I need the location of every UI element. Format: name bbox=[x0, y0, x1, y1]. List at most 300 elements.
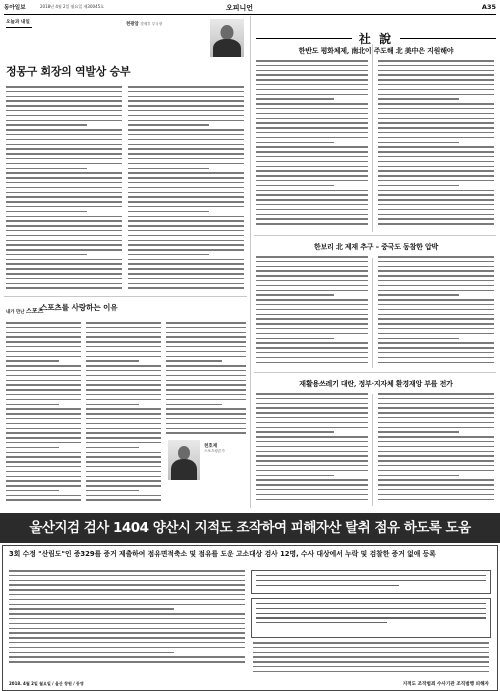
text-line bbox=[6, 206, 122, 208]
editorial-title: 한반도 평화체제, 南北이 주도해 北 美中은 지원해야 bbox=[298, 46, 454, 55]
text-line bbox=[378, 314, 494, 316]
editorial-body bbox=[256, 256, 368, 368]
text-line bbox=[256, 127, 368, 129]
text-line bbox=[166, 413, 246, 415]
text-line bbox=[256, 84, 368, 86]
text-line bbox=[256, 285, 368, 287]
text-line bbox=[86, 394, 161, 396]
text-line bbox=[256, 209, 368, 211]
column-body bbox=[6, 86, 122, 293]
text-line bbox=[86, 341, 161, 343]
text-line bbox=[6, 240, 122, 242]
text-line bbox=[256, 290, 368, 292]
text-line bbox=[256, 74, 368, 76]
text-line bbox=[256, 318, 368, 320]
advertisement-box bbox=[251, 598, 491, 638]
text-line bbox=[378, 431, 459, 433]
text-line bbox=[6, 480, 81, 482]
text-line bbox=[6, 96, 122, 98]
text-line bbox=[6, 129, 122, 131]
text-line bbox=[256, 309, 368, 311]
text-line bbox=[378, 294, 459, 296]
text-line bbox=[256, 499, 368, 501]
text-line bbox=[166, 399, 246, 401]
text-line bbox=[9, 604, 245, 606]
text-line bbox=[128, 254, 209, 256]
text-line bbox=[166, 394, 246, 396]
text-line bbox=[6, 428, 81, 430]
text-line bbox=[256, 441, 368, 443]
text-line bbox=[256, 398, 368, 400]
text-line bbox=[6, 332, 81, 334]
text-line bbox=[256, 79, 368, 81]
text-line bbox=[86, 408, 161, 410]
text-line bbox=[128, 96, 244, 98]
text-line bbox=[6, 100, 122, 102]
masthead bbox=[4, 2, 496, 15]
text-line bbox=[378, 347, 494, 349]
text-line bbox=[378, 318, 494, 320]
text-line bbox=[6, 418, 81, 420]
text-line bbox=[128, 259, 244, 261]
text-line bbox=[128, 86, 244, 88]
text-line bbox=[86, 466, 161, 468]
text-line bbox=[166, 332, 246, 334]
column-byline bbox=[204, 443, 225, 454]
text-line bbox=[378, 70, 494, 72]
text-line bbox=[6, 399, 81, 401]
text-line bbox=[378, 417, 494, 419]
text-line bbox=[6, 404, 59, 406]
text-line bbox=[166, 365, 246, 367]
text-line bbox=[9, 656, 245, 658]
text-line bbox=[6, 476, 81, 478]
author-name: 천광암 bbox=[126, 22, 139, 27]
text-line bbox=[256, 170, 368, 172]
text-line bbox=[128, 153, 244, 155]
text-line bbox=[166, 418, 246, 420]
text-line bbox=[6, 182, 122, 184]
text-line bbox=[128, 287, 244, 289]
text-line bbox=[378, 323, 494, 325]
text-line bbox=[6, 187, 122, 189]
text-line bbox=[6, 254, 87, 256]
text-line bbox=[378, 266, 494, 268]
text-line bbox=[128, 196, 244, 198]
text-line bbox=[256, 146, 368, 148]
text-line bbox=[6, 115, 122, 117]
text-line bbox=[378, 223, 494, 225]
text-line bbox=[256, 161, 368, 163]
text-line bbox=[378, 427, 494, 429]
advertisement-date: 2018. 4월 2일 월요일 / 울산 창원 / 동영 bbox=[9, 681, 84, 686]
text-line bbox=[256, 103, 368, 105]
text-line bbox=[128, 120, 244, 122]
text-line bbox=[9, 613, 245, 615]
column-headline: 정몽구 회장의 역발상 승부 bbox=[6, 65, 131, 78]
text-line bbox=[6, 389, 81, 391]
text-line bbox=[9, 608, 174, 610]
text-line bbox=[6, 144, 122, 146]
text-line bbox=[378, 185, 459, 187]
text-line bbox=[378, 118, 494, 120]
text-line bbox=[6, 365, 81, 367]
text-line bbox=[6, 211, 87, 213]
text-line bbox=[86, 432, 161, 434]
text-line bbox=[6, 356, 81, 358]
text-line bbox=[166, 432, 246, 434]
advertisement-text bbox=[9, 570, 245, 670]
text-line bbox=[256, 412, 368, 414]
text-line bbox=[6, 172, 122, 174]
text-line bbox=[166, 336, 246, 338]
text-line bbox=[256, 270, 368, 272]
kicker-label: 내가 만난 bbox=[6, 310, 25, 315]
text-line bbox=[378, 333, 494, 335]
text-line bbox=[256, 275, 368, 277]
text-line bbox=[6, 499, 81, 501]
text-line bbox=[86, 418, 161, 420]
author-photo bbox=[168, 440, 200, 480]
text-line bbox=[128, 100, 244, 102]
text-line bbox=[6, 177, 122, 179]
author-role: 스포츠평론가 bbox=[204, 449, 225, 453]
text-line bbox=[6, 168, 87, 170]
text-line bbox=[256, 470, 368, 472]
editorial-body bbox=[378, 393, 494, 507]
text-line bbox=[256, 199, 368, 201]
text-line bbox=[9, 618, 245, 620]
text-line bbox=[378, 166, 494, 168]
text-line bbox=[378, 475, 459, 477]
text-line bbox=[256, 465, 368, 467]
text-line bbox=[9, 637, 245, 639]
page-number: A35 bbox=[481, 3, 496, 11]
text-line bbox=[6, 134, 122, 136]
text-line bbox=[128, 124, 209, 126]
text-line bbox=[378, 338, 459, 340]
text-line bbox=[86, 490, 139, 492]
text-line bbox=[256, 455, 368, 457]
text-line bbox=[166, 327, 246, 329]
text-line bbox=[6, 259, 122, 261]
text-line bbox=[378, 422, 494, 424]
text-line bbox=[128, 220, 244, 222]
text-line bbox=[256, 60, 368, 62]
text-line bbox=[378, 146, 494, 148]
text-line bbox=[9, 570, 245, 572]
text-line bbox=[9, 594, 245, 596]
text-line bbox=[166, 375, 246, 377]
text-line bbox=[6, 124, 87, 126]
text-line bbox=[378, 170, 494, 172]
editorial-body bbox=[378, 60, 494, 232]
text-line bbox=[378, 362, 494, 364]
text-line bbox=[256, 94, 368, 96]
text-line bbox=[256, 342, 368, 344]
text-line bbox=[128, 168, 209, 170]
vertical-divider bbox=[372, 394, 373, 506]
text-line bbox=[86, 322, 161, 324]
text-line bbox=[378, 309, 494, 311]
column-headline: 스포츠를 사랑하는 이유 bbox=[40, 303, 118, 312]
text-line bbox=[128, 177, 244, 179]
text-line bbox=[378, 304, 494, 306]
author-photo bbox=[210, 19, 244, 57]
text-line bbox=[378, 441, 494, 443]
text-line bbox=[128, 144, 244, 146]
text-line bbox=[256, 166, 368, 168]
text-line bbox=[253, 666, 489, 668]
text-line bbox=[6, 456, 81, 458]
text-line bbox=[256, 446, 368, 448]
text-line bbox=[128, 158, 244, 160]
text-line bbox=[378, 175, 494, 177]
advertisement-body bbox=[2, 545, 498, 691]
text-line bbox=[378, 393, 494, 395]
text-line bbox=[6, 408, 81, 410]
text-line bbox=[378, 352, 494, 354]
text-line bbox=[86, 471, 161, 473]
text-line bbox=[378, 290, 494, 292]
editorial-body bbox=[256, 60, 368, 232]
text-line bbox=[6, 273, 122, 275]
text-line bbox=[9, 642, 245, 644]
text-line bbox=[378, 328, 494, 330]
text-line bbox=[378, 180, 494, 182]
text-line bbox=[6, 461, 81, 463]
text-line bbox=[253, 652, 489, 654]
author-role: 경제부 부국장 bbox=[140, 22, 163, 26]
text-line bbox=[86, 413, 161, 415]
text-line bbox=[86, 480, 161, 482]
text-line bbox=[256, 460, 368, 462]
text-line bbox=[86, 380, 161, 382]
text-line bbox=[256, 98, 334, 100]
text-line bbox=[378, 94, 494, 96]
text-line bbox=[256, 204, 368, 206]
advertisement-box bbox=[251, 570, 491, 594]
text-line bbox=[86, 360, 139, 362]
text-line bbox=[256, 489, 368, 491]
text-line bbox=[256, 304, 368, 306]
text-line bbox=[378, 89, 494, 91]
text-line bbox=[9, 589, 245, 591]
text-line bbox=[128, 148, 244, 150]
text-line bbox=[86, 370, 161, 372]
text-line bbox=[128, 249, 244, 251]
text-line bbox=[128, 163, 244, 165]
text-line bbox=[9, 584, 245, 586]
editorial-title: 한보리 北 제재 추구 – 중국도 동참한 압박 bbox=[313, 242, 439, 251]
text-line bbox=[6, 351, 81, 353]
column-kicker bbox=[6, 306, 43, 315]
text-line bbox=[256, 422, 368, 424]
text-line bbox=[6, 495, 81, 497]
text-line bbox=[6, 278, 122, 280]
text-line bbox=[128, 216, 244, 218]
text-line bbox=[166, 346, 246, 348]
text-line bbox=[256, 475, 334, 477]
text-line bbox=[86, 495, 161, 497]
text-line bbox=[256, 352, 368, 354]
text-line bbox=[6, 370, 81, 372]
text-line bbox=[256, 294, 334, 296]
text-line bbox=[256, 417, 368, 419]
text-line bbox=[166, 423, 246, 425]
text-line bbox=[378, 256, 494, 258]
text-line bbox=[378, 214, 494, 216]
text-line bbox=[253, 656, 489, 658]
text-line bbox=[6, 158, 122, 160]
text-line bbox=[256, 142, 334, 144]
text-line bbox=[6, 192, 122, 194]
text-line bbox=[256, 299, 368, 301]
text-line bbox=[378, 499, 494, 501]
text-line bbox=[378, 151, 494, 153]
text-line bbox=[86, 389, 161, 391]
text-line bbox=[378, 436, 494, 438]
text-line bbox=[378, 122, 494, 124]
text-line bbox=[86, 428, 161, 430]
text-line bbox=[6, 139, 122, 141]
text-line bbox=[6, 432, 81, 434]
column-kicker: 오늘과 내일 bbox=[6, 20, 30, 25]
vertical-divider bbox=[372, 258, 373, 368]
text-line bbox=[6, 423, 81, 425]
text-line bbox=[378, 132, 494, 134]
text-line bbox=[6, 452, 81, 454]
advertisement-text bbox=[253, 642, 489, 678]
text-line bbox=[256, 118, 368, 120]
text-line bbox=[9, 628, 245, 630]
text-line bbox=[256, 357, 368, 359]
text-line bbox=[6, 220, 122, 222]
text-line bbox=[6, 244, 122, 246]
text-line bbox=[128, 187, 244, 189]
text-line bbox=[86, 384, 161, 386]
text-line bbox=[378, 451, 494, 453]
text-line bbox=[6, 91, 122, 93]
column-body bbox=[86, 322, 161, 506]
text-line bbox=[6, 380, 81, 382]
text-line bbox=[256, 266, 368, 268]
text-line bbox=[378, 489, 494, 491]
text-line bbox=[166, 341, 246, 343]
text-line bbox=[256, 338, 334, 340]
text-line bbox=[86, 375, 161, 377]
text-line bbox=[6, 384, 81, 386]
text-line bbox=[256, 479, 368, 481]
text-line bbox=[6, 437, 81, 439]
text-line bbox=[6, 120, 122, 122]
text-line bbox=[6, 375, 81, 377]
text-line bbox=[378, 79, 494, 81]
text-line bbox=[86, 499, 161, 501]
text-line bbox=[253, 642, 489, 644]
text-line bbox=[86, 404, 139, 406]
text-line bbox=[256, 194, 368, 196]
text-line bbox=[256, 403, 368, 405]
text-line bbox=[256, 362, 368, 364]
advertisement-headline: 울산지검 검사 1404 양산시 지적도 조작하여 피해자산 탈취 점유 하도록 도움 bbox=[0, 513, 500, 543]
text-line bbox=[256, 70, 368, 72]
text-line bbox=[9, 632, 245, 634]
text-line bbox=[378, 455, 494, 457]
text-line bbox=[6, 196, 122, 198]
text-line bbox=[128, 278, 244, 280]
editorial-section-label: 社 說 bbox=[256, 30, 496, 47]
text-line bbox=[6, 327, 81, 329]
text-line bbox=[378, 98, 459, 100]
text-line bbox=[256, 431, 334, 433]
text-line bbox=[86, 456, 161, 458]
text-line bbox=[256, 214, 368, 216]
text-line bbox=[6, 466, 81, 468]
text-line bbox=[6, 163, 122, 165]
text-line bbox=[6, 485, 81, 487]
text-line bbox=[86, 365, 161, 367]
text-line bbox=[378, 261, 494, 263]
text-line bbox=[6, 336, 81, 338]
text-line bbox=[128, 235, 244, 237]
text-line bbox=[6, 346, 81, 348]
text-line bbox=[6, 263, 122, 265]
text-line bbox=[378, 403, 494, 405]
text-line bbox=[6, 360, 59, 362]
text-line bbox=[378, 407, 494, 409]
horizontal-divider bbox=[254, 235, 496, 236]
text-line bbox=[378, 204, 494, 206]
text-line bbox=[378, 108, 494, 110]
text-line bbox=[378, 218, 494, 220]
text-line bbox=[86, 485, 161, 487]
text-line bbox=[378, 194, 494, 196]
text-line bbox=[86, 332, 161, 334]
text-line bbox=[378, 299, 494, 301]
text-line bbox=[256, 108, 368, 110]
text-line bbox=[128, 115, 244, 117]
text-line bbox=[128, 225, 244, 227]
text-line bbox=[6, 268, 122, 270]
text-line bbox=[6, 283, 122, 285]
text-line bbox=[86, 437, 161, 439]
text-line bbox=[166, 351, 246, 353]
text-line bbox=[256, 314, 368, 316]
editorial-body bbox=[378, 256, 494, 368]
text-line bbox=[86, 476, 161, 478]
text-line bbox=[128, 192, 244, 194]
text-line bbox=[128, 206, 244, 208]
text-line bbox=[128, 211, 209, 213]
section-title: 오피니언 bbox=[226, 3, 254, 12]
column-body bbox=[6, 322, 81, 506]
text-line bbox=[256, 407, 368, 409]
horizontal-divider bbox=[254, 372, 496, 373]
column-byline bbox=[126, 21, 162, 27]
text-line bbox=[256, 427, 368, 429]
text-line bbox=[128, 110, 244, 112]
text-line bbox=[166, 380, 246, 382]
text-line bbox=[378, 74, 494, 76]
text-line bbox=[128, 283, 244, 285]
column-body bbox=[166, 322, 246, 438]
editorial-title: 재활용쓰레기 대란, 정부·지자체 환경재앙 부를 전가 bbox=[299, 379, 453, 388]
text-line bbox=[256, 323, 368, 325]
text-line bbox=[86, 423, 161, 425]
text-line bbox=[6, 394, 81, 396]
text-line bbox=[128, 105, 244, 107]
